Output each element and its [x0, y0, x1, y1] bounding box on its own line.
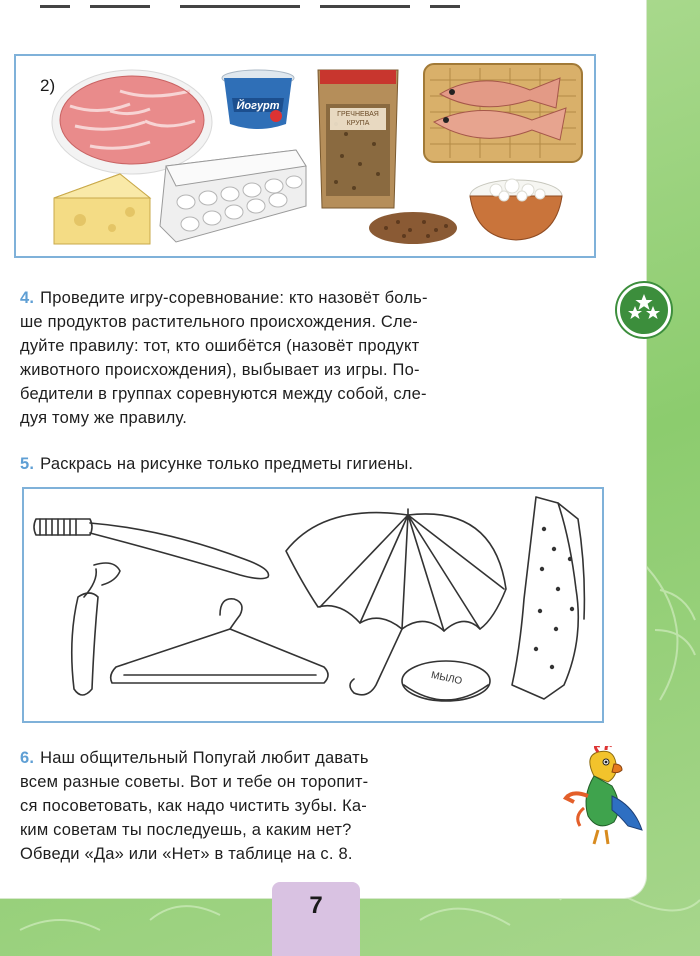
task-4-line: бедители в группах соревнуются между собой, сле-: [20, 385, 427, 403]
task-5-line: 5. Раскрась на рисунке только предметы гигиены.: [20, 455, 414, 473]
task-6-line: ким советам ты последуешь, а каким нет?: [20, 821, 352, 839]
soap-label: МЫЛО: [429, 669, 464, 688]
previous-content-strip: [0, 0, 646, 8]
fish-basket: [420, 60, 586, 166]
buckwheat-pile: [366, 200, 460, 246]
hygiene-drawing: [24, 489, 600, 719]
task-4-line: животного происхождения), выбывает из игры. По-: [20, 361, 420, 379]
umbrella: [286, 509, 506, 695]
task-4-line: ше продуктов растительного происхождения. Сле-: [20, 313, 418, 331]
page-number: 7: [309, 892, 323, 919]
yogurt-label: Йогурт: [236, 100, 280, 112]
towel: [512, 497, 584, 699]
task-6-line: Обведи «Да» или «Нет» в таблице на с. 8.: [20, 845, 353, 863]
toothbrush: [34, 519, 269, 579]
task-5: [20, 452, 610, 476]
page-number-tab: [272, 882, 360, 956]
buckwheat-pack: [312, 64, 404, 214]
task-4-number: 4.: [20, 289, 35, 307]
parrot-illustration: [554, 746, 646, 850]
hanger: [111, 599, 328, 683]
yogurt: [218, 68, 298, 134]
cottage-cheese-bowl: [466, 172, 566, 244]
task-4-line: дуйте правилу: тот, кто ошибётся (назовёт продукт: [20, 337, 420, 355]
task-5-number: 5.: [20, 455, 35, 473]
task-4: [20, 286, 600, 430]
shoehorn: [72, 563, 120, 695]
egg-carton: [156, 146, 310, 246]
task-6: [20, 746, 540, 866]
task-6-line: ся посоветовать, как надо чистить зубы. Ка-: [20, 797, 367, 815]
task-6-number: 6.: [20, 749, 35, 767]
cheese: [50, 168, 154, 250]
section-label: 2): [40, 76, 56, 95]
task-6-line: всем разные советы. Вот и тебе он торопит-: [20, 773, 369, 791]
buckwheat-label: ГРЕЧНЕВАЯ КРУПА: [337, 111, 379, 127]
task-6-line: 6. Наш общительный Попугай любит давать: [20, 749, 369, 767]
star-badge-icon: [617, 283, 671, 337]
task-4-line: дуя тому же правилу.: [20, 409, 188, 427]
task-4-line: 4. Проведите игру-соревнование: кто назовёт боль-: [20, 289, 428, 307]
